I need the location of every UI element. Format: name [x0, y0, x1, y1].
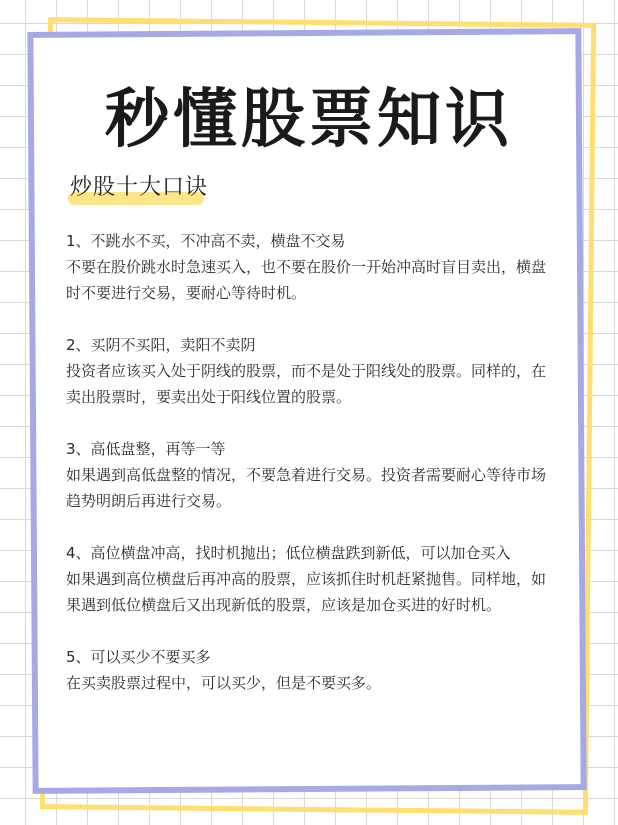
- tip-body: 如果遇到高位横盘后再冲高的股票，应该抓住时机赶紧抛售。同样地，如果遇到低位横盘后又出现新低的股票，应该是加仓买进的好时机。: [66, 570, 547, 614]
- tip-2: [66, 332, 560, 410]
- tip-body: 投资者应该买入处于阴线的股票，而不是处于阳线处的股票。同样的，在卖出股票时，要卖出处于阳线位置的股票。: [66, 362, 547, 406]
- subtitle: 炒股十大口诀: [70, 175, 209, 200]
- tip-5: [66, 644, 560, 696]
- tip-body: 在买卖股票过程中，可以买少，但是不要买多。: [66, 674, 382, 692]
- tip-1: [66, 228, 560, 306]
- tips-list: [66, 228, 560, 722]
- tip-heading: 3、高低盘整，再等一等: [66, 440, 226, 458]
- tip-body: 不要在股价跳水时急速买入，也不要在股价一开始冲高时盲目卖出，横盘时不要进行交易，要耐心等待时机。: [66, 258, 547, 302]
- tip-heading: 1、不跳水不买，不冲高不卖，横盘不交易: [66, 232, 346, 250]
- tip-3: [66, 436, 560, 514]
- subtitle-block: [66, 172, 208, 208]
- tip-body: 如果遇到高低盘整的情况，不要急着进行交易。投资者需要耐心等待市场趋势明朗后再进行交易。: [66, 466, 547, 510]
- tip-4: [66, 540, 560, 618]
- page-title: 秒懂股票知识: [105, 83, 513, 157]
- tip-heading: 2、买阴不买阳，卖阳不卖阴: [66, 336, 256, 354]
- tip-heading: 5、可以买少不要买多: [66, 648, 211, 666]
- tip-heading: 4、高位横盘冲高，找时机抛出；低位横盘跌到新低，可以加仓买入: [66, 544, 511, 562]
